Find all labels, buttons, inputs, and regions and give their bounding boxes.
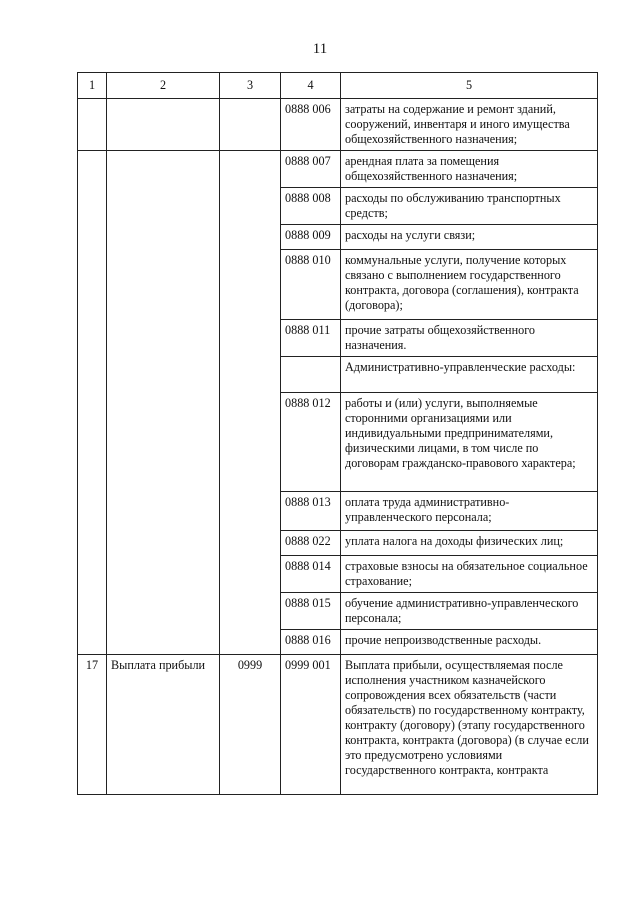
- description-cell: расходы по обслуживанию транспортных средств;: [341, 188, 598, 225]
- code-cell: [281, 357, 341, 393]
- description-cell: уплата налога на доходы физических лиц;: [341, 531, 598, 556]
- code-cell: 0888 009: [281, 225, 341, 250]
- table-row: [78, 99, 598, 151]
- description-cell: Выплата прибыли, осуществляемая после исполнения участником казначейского сопровождения всех обязательств (части обязательств) по государственному контракту, контракту (договору) (этапу государственного контракта, контракта (договора) (в случае если это предусмотрено условиями государственного контракта, контракта: [341, 655, 598, 795]
- description-cell: коммунальные услуги, получение которых связано с выполнением государственного контракта, договора (соглашения), контракта (договора);: [341, 250, 598, 320]
- code-cell: 0999 001: [281, 655, 341, 795]
- name-cell: Выплата прибыли: [107, 655, 220, 795]
- num-cell: [78, 99, 107, 151]
- table-header-row: [78, 73, 598, 99]
- classification-table: [77, 72, 598, 795]
- header-cell: 1: [78, 73, 107, 99]
- group-code-cell: 0999: [220, 655, 281, 795]
- description-cell: арендная плата за помещения общехозяйственного назначения;: [341, 151, 598, 188]
- num-cell: [78, 151, 107, 655]
- num-cell: 17: [78, 655, 107, 795]
- description-cell: работы и (или) услуги, выполняемые сторонними организациями или индивидуальными предпринимателями, физическими лицами, в том числе по договорам гражданско-правового характера;: [341, 393, 598, 492]
- code-cell: 0888 011: [281, 320, 341, 357]
- code-cell: 0888 014: [281, 556, 341, 593]
- group-code-cell: [220, 99, 281, 151]
- description-cell: оплата труда административно-управленческого персонала;: [341, 492, 598, 531]
- code-cell: 0888 010: [281, 250, 341, 320]
- description-cell: расходы на услуги связи;: [341, 225, 598, 250]
- header-cell: 4: [281, 73, 341, 99]
- group-code-cell: [220, 151, 281, 655]
- page-number: 11: [312, 41, 328, 57]
- description-cell: прочие затраты общехозяйственного назначения.: [341, 320, 598, 357]
- name-cell: [107, 151, 220, 655]
- code-cell: 0888 008: [281, 188, 341, 225]
- code-cell: 0888 016: [281, 630, 341, 655]
- name-cell: [107, 99, 220, 151]
- description-cell: страховые взносы на обязательное социальное страхование;: [341, 556, 598, 593]
- table-row: [78, 151, 598, 188]
- code-cell: 0888 012: [281, 393, 341, 492]
- description-cell: прочие непроизводственные расходы.: [341, 630, 598, 655]
- description-cell: Административно-управленческие расходы:: [341, 357, 598, 393]
- code-cell: 0888 013: [281, 492, 341, 531]
- code-cell: 0888 006: [281, 99, 341, 151]
- header-cell: 2: [107, 73, 220, 99]
- description-cell: обучение административно-управленческого персонала;: [341, 593, 598, 630]
- code-cell: 0888 007: [281, 151, 341, 188]
- code-cell: 0888 022: [281, 531, 341, 556]
- code-cell: 0888 015: [281, 593, 341, 630]
- header-cell: 3: [220, 73, 281, 99]
- description-cell: затраты на содержание и ремонт зданий, сооружений, инвентаря и иного имущества общехозяйственного назначения;: [341, 99, 598, 151]
- header-cell: 5: [341, 73, 598, 99]
- table-row: [78, 655, 598, 795]
